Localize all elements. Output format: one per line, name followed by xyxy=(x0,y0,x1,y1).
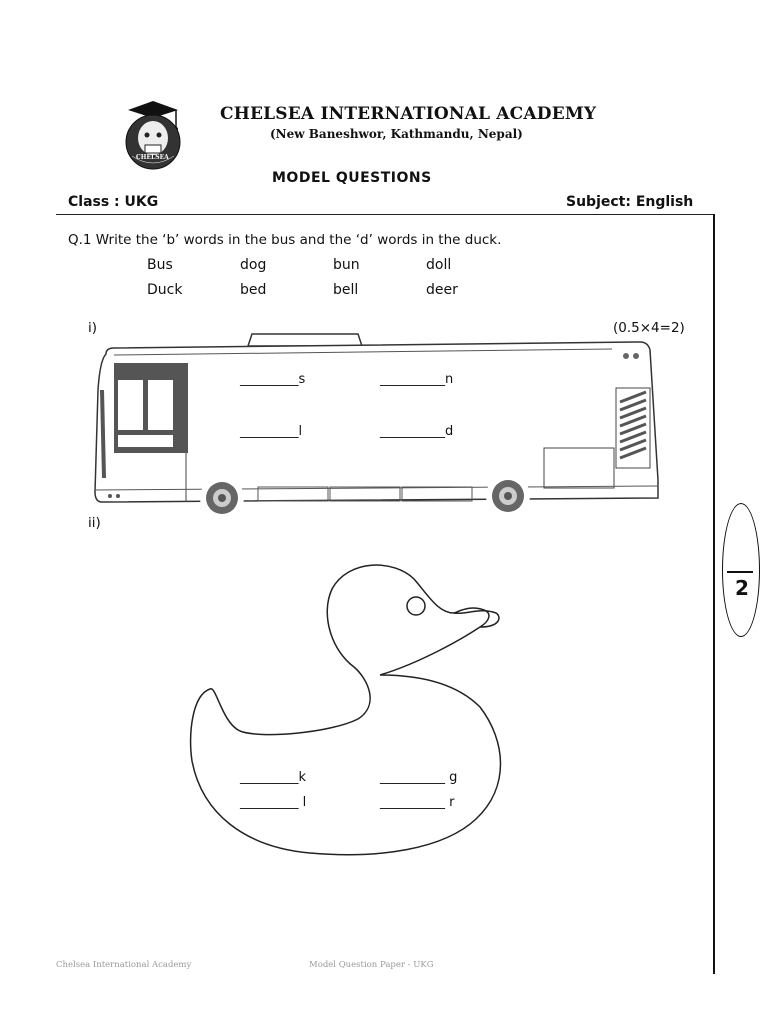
word-bank-item: bell xyxy=(333,282,359,298)
header-divider xyxy=(56,214,714,215)
school-address: (New Baneshwor, Kathmandu, Nepal) xyxy=(270,127,523,141)
subject-label: Subject: English xyxy=(566,194,694,210)
word-bank-item: dog xyxy=(240,257,267,273)
duck-blank[interactable]: __________ g xyxy=(380,770,458,785)
bus-blank[interactable]: _________l xyxy=(240,424,303,439)
word-bank-item: doll xyxy=(426,257,452,273)
footer-left: Chelsea International Academy xyxy=(56,960,192,970)
word-bank-item: Duck xyxy=(147,282,183,298)
word-bank-item: Bus xyxy=(147,257,173,273)
bus-blank[interactable]: __________n xyxy=(380,372,454,387)
bus-blank[interactable]: _________s xyxy=(240,372,306,387)
bus-illustration xyxy=(92,330,660,515)
word-bank-item: bed xyxy=(240,282,267,298)
bus-blank[interactable]: __________d xyxy=(380,424,454,439)
page-title: MODEL QUESTIONS xyxy=(272,170,432,186)
margin-line xyxy=(713,214,715,974)
footer-center: Model Question Paper - UKG xyxy=(309,960,434,970)
duck-outline xyxy=(180,555,520,865)
marks-allocation: (0.5×4=2) xyxy=(613,320,685,336)
school-name: CHELSEA INTERNATIONAL ACADEMY xyxy=(220,104,597,124)
part-two-label: ii) xyxy=(88,515,101,531)
word-bank-item: bun xyxy=(333,257,360,273)
logo-text: CHELSEA xyxy=(136,154,169,161)
question-text: Q.1 Write the ‘b’ words in the bus and the ‘d’ words in the duck. xyxy=(68,232,502,248)
page-number-oval xyxy=(722,503,760,637)
part-one-label: i) xyxy=(88,320,98,336)
class-label: Class : UKG xyxy=(68,194,159,210)
word-bank-item: deer xyxy=(426,282,458,298)
duck-blank[interactable]: _________k xyxy=(240,770,307,785)
page-number-divider xyxy=(727,571,753,573)
duck-blank[interactable]: __________ r xyxy=(380,795,455,810)
duck-blank[interactable]: _________ l xyxy=(240,795,307,810)
page-number: 2 xyxy=(735,576,749,600)
